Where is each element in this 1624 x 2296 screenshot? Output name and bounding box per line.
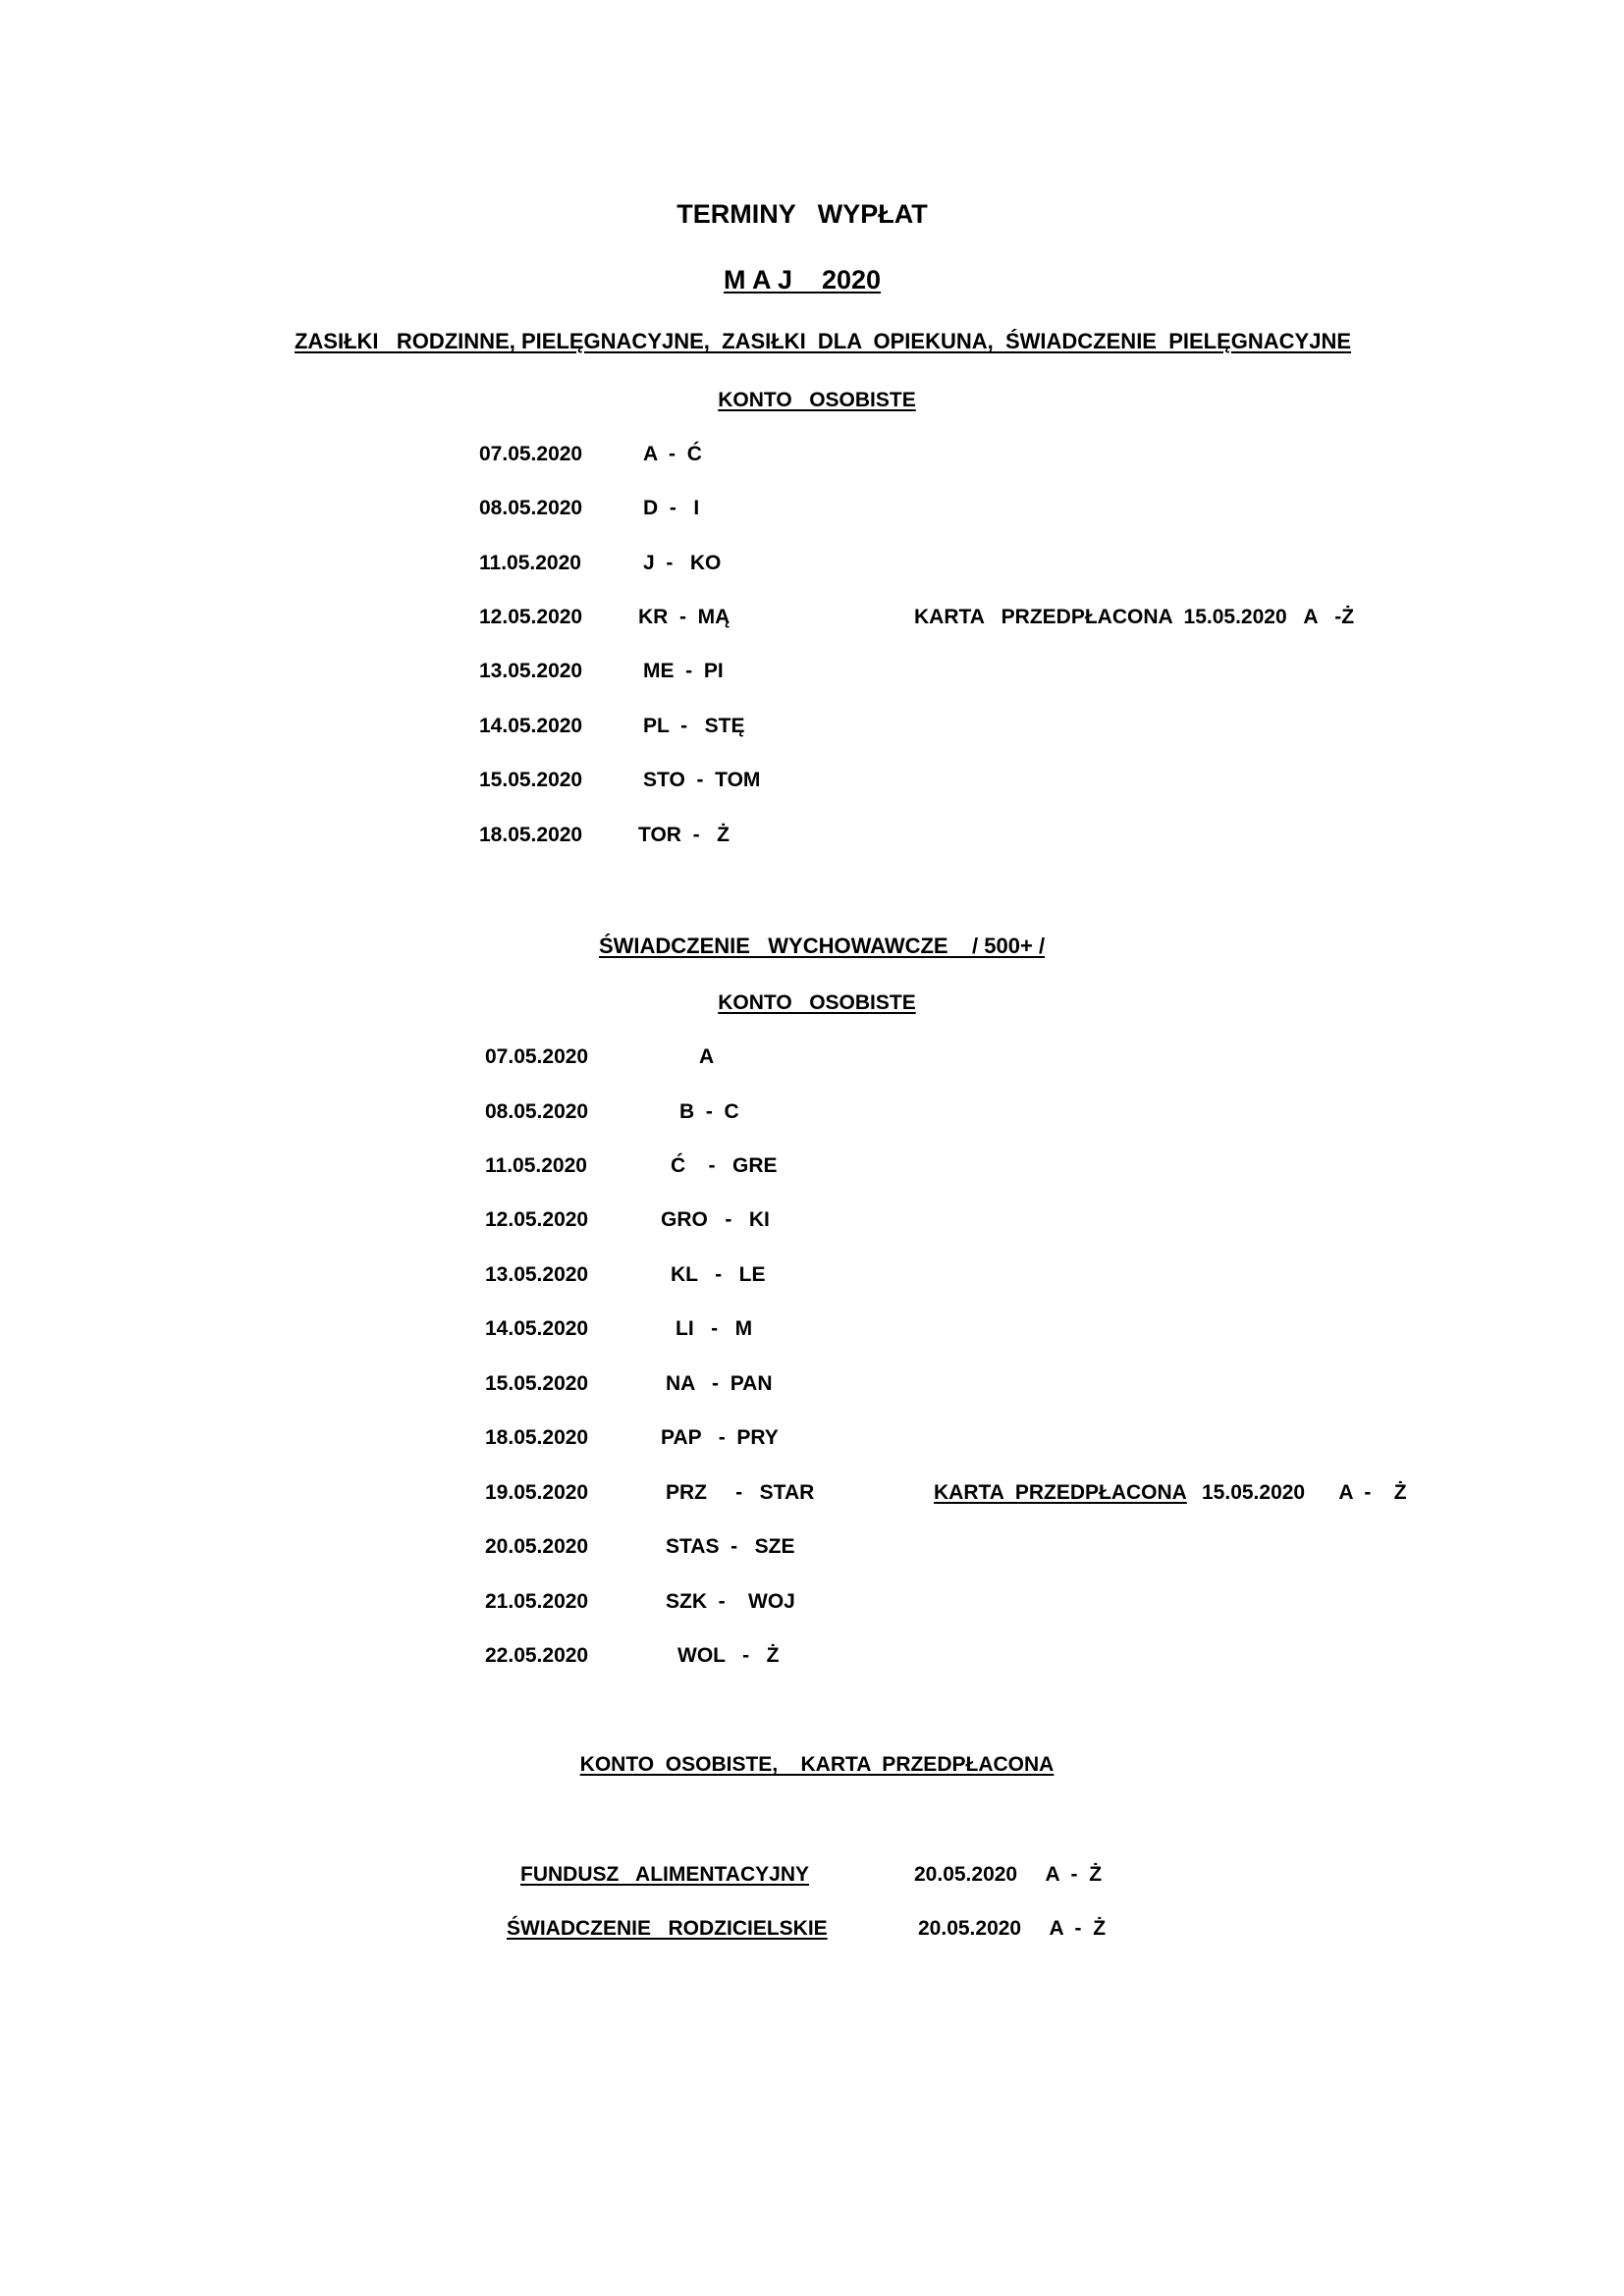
prepaid-card-note: KARTA PRZEDPŁACONA 15.05.2020 A -Ż xyxy=(914,606,1355,628)
surname-range: PRZ - STAR xyxy=(666,1481,815,1504)
section1-heading: ZASIŁKI RODZINNE, PIELĘGNACYJNE, ZASIŁKI DLA OPIEKUNA, ŚWIADCZENIE PIELĘGNACYJNE xyxy=(294,329,1352,353)
payment-date: 11.05.2020 xyxy=(485,1154,587,1177)
surname-range: KL - LE xyxy=(671,1263,766,1286)
payment-date: 11.05.2020 xyxy=(479,552,581,574)
benefit-name: FUNDUSZ ALIMENTACYJNY xyxy=(520,1863,809,1886)
section3-heading: KONTO OSOBISTE, KARTA PRZEDPŁACONA xyxy=(579,1753,1055,1776)
payment-date: 15.05.2020 xyxy=(485,1372,589,1395)
section2-heading: ŚWIADCZENIE WYCHOWAWCZE / 500+ / xyxy=(598,934,1046,958)
payment-date: 15.05.2020 xyxy=(479,769,583,791)
payment-date: 07.05.2020 xyxy=(485,1045,589,1068)
surname-range: A xyxy=(699,1045,715,1068)
payment-date: 19.05.2020 xyxy=(485,1481,589,1504)
surname-range: STAS - SZE xyxy=(666,1535,795,1558)
benefit-name: ŚWIADCZENIE RODZICIELSKIE xyxy=(507,1917,828,1940)
surname-range: B - C xyxy=(679,1100,739,1123)
section1-subheading: KONTO OSOBISTE xyxy=(718,389,916,411)
payment-date: 14.05.2020 xyxy=(479,715,583,737)
surname-range: LI - M xyxy=(676,1317,753,1340)
payment-date: 12.05.2020 xyxy=(485,1208,589,1231)
payment-date: 14.05.2020 xyxy=(485,1317,589,1340)
section2-subheading: KONTO OSOBISTE xyxy=(718,991,916,1014)
surname-range: Ć - GRE xyxy=(671,1154,778,1177)
payment-date: 21.05.2020 xyxy=(485,1590,589,1613)
surname-range: SZK - WOJ xyxy=(666,1590,795,1613)
benefit-date-range: 20.05.2020 A - Ż xyxy=(914,1863,1103,1886)
surname-range: NA - PAN xyxy=(666,1372,773,1395)
payment-date: 13.05.2020 xyxy=(485,1263,589,1286)
surname-range: ME - PI xyxy=(643,660,724,682)
surname-range: GRO - KI xyxy=(661,1208,770,1231)
surname-range: PL - STĘ xyxy=(643,715,745,737)
payment-date: 18.05.2020 xyxy=(479,824,583,846)
payment-date: 07.05.2020 xyxy=(479,443,583,465)
payment-date: 20.05.2020 xyxy=(485,1535,589,1558)
prepaid-card-label: KARTA PRZEDPŁACONA xyxy=(934,1481,1187,1504)
payment-date: 22.05.2020 xyxy=(485,1644,589,1667)
surname-range: J - KO xyxy=(643,552,722,574)
payment-date: 18.05.2020 xyxy=(485,1426,589,1449)
surname-range: KR - MĄ xyxy=(638,606,731,628)
document-title: TERMINY WYPŁAT xyxy=(677,199,928,229)
surname-range: PAP - PRY xyxy=(661,1426,779,1449)
payment-date: 12.05.2020 xyxy=(479,606,583,628)
payment-date: 13.05.2020 xyxy=(479,660,583,682)
surname-range: D - I xyxy=(643,497,700,519)
prepaid-card-date-range: 15.05.2020 A - Ż xyxy=(1202,1481,1407,1504)
surname-range: TOR - Ż xyxy=(638,824,730,846)
benefit-date-range: 20.05.2020 A - Ż xyxy=(918,1917,1107,1940)
surname-range: WOL - Ż xyxy=(677,1644,780,1667)
surname-range: A - Ć xyxy=(643,443,702,465)
payment-date: 08.05.2020 xyxy=(479,497,583,519)
surname-range: STO - TOM xyxy=(643,769,761,791)
payment-date: 08.05.2020 xyxy=(485,1100,589,1123)
month-heading: M A J 2020 xyxy=(723,265,882,294)
